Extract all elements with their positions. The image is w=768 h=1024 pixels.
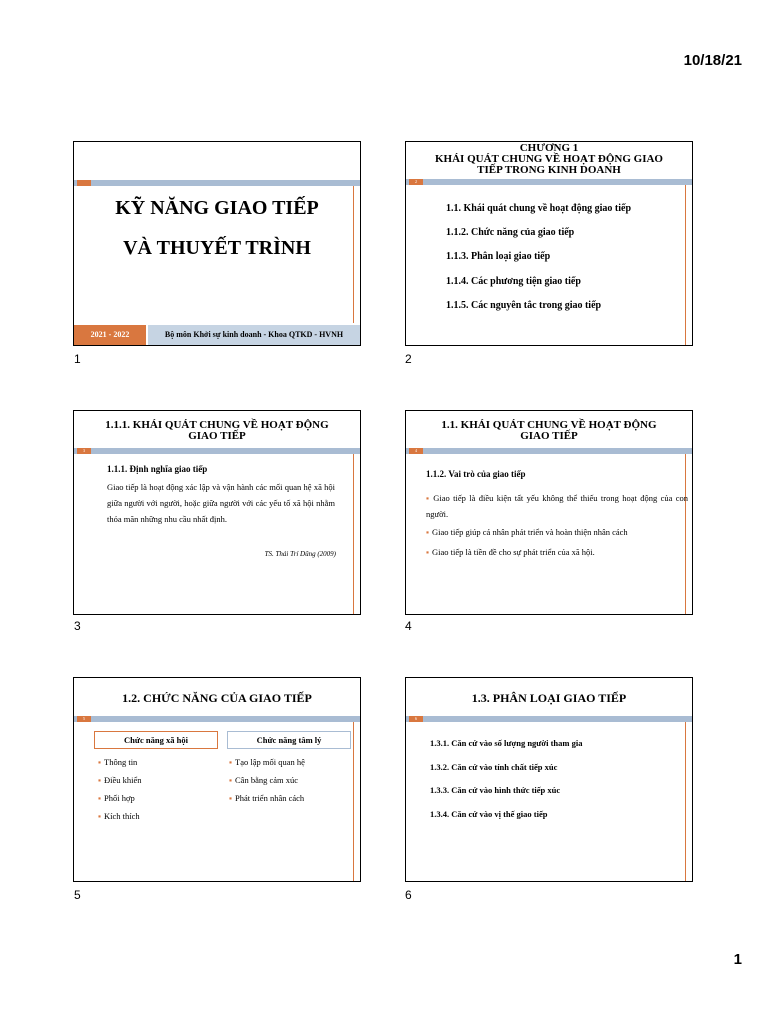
slide-title: 1.3. PHÂN LOẠI GIAO TIẾP [471,691,627,705]
classification-item: 1.3.2. Căn cứ vào tính chất tiếp xúc [430,762,558,772]
slide-number-1: 1 [74,352,81,366]
toc-item: 1.1.5. Các nguyên tắc trong giao tiếp [446,300,602,311]
slide-title-line1: 1.1. KHÁI QUÁT CHUNG VỀ HOẠT ĐỘNG [441,419,657,431]
slide-year-label: 2021 - 2022 [74,325,146,345]
slide-6 [405,677,693,882]
classification-item: 1.3.3. Căn cứ vào hình thức tiếp xúc [430,785,561,795]
slide-title-line1: 1.1.1. KHÁI QUÁT CHUNG VỀ HOẠT ĐỘNG [105,419,329,431]
toc-item: 1.1.2. Chức năng của giao tiếp [446,227,575,238]
slide-1 [73,141,361,346]
classification-item: 1.3.1. Căn cứ vào số lượng người tham gia [430,738,583,748]
slide-badge: 5 [77,716,91,722]
slide-accent-bar [406,179,692,185]
slide-vertical-rule [353,454,354,614]
toc-item: 1.1.4. Các phương tiện giao tiếp [446,276,581,287]
slide-title-line2: GIAO TIẾP [520,430,578,442]
bullet-dot-icon: ▪ [98,757,102,767]
slide-number-3: 3 [74,619,81,633]
slide-accent-bar [406,716,692,722]
slide-title-line2: KHÁI QUÁT CHUNG VỀ HOẠT ĐỘNG GIAO [435,153,663,165]
bullet-dot-icon: ▪ [426,547,430,557]
bullet-item: ▪ Thông tin [98,757,138,767]
slide-badge: 6 [409,716,423,722]
slide-title: 1.2. CHỨC NĂNG CỦA GIAO TIẾP [122,691,312,705]
bullet-item: ▪ Phát triển nhân cách [229,793,305,803]
bullet-item: ▪ Giao tiếp giúp cá nhân phát triển và hoàn thiện nhân cách [426,527,628,537]
slide-paragraph: Giao tiếp là hoạt động xác lập và vận hành các mối quan hệ xã hội giữa người với người, hoặc giữa người với các yếu tố xã hội nhằm thỏa mãn những nhu cầu nhất định. [107,482,335,524]
slide-accent-bar [74,448,360,454]
slide-subtitle: 1.1.1. Định nghĩa giao tiếp [107,464,208,474]
bullet-item: ▪ Điều khiển [98,775,142,785]
slide-badge: 3 [77,448,91,454]
handout-page-number: 1 [733,951,742,968]
handout-date: 10/18/21 [683,52,742,69]
bullet-dot-icon: ▪ [229,775,233,785]
classification-item: 1.3.4. Căn cứ vào vị thế giao tiếp [430,809,548,819]
slide-title-line2: VÀ THUYẾT TRÌNH [123,237,311,259]
slide-title-line1: KỸ NĂNG GIAO TIẾP [115,197,319,219]
bullet-dot-icon: ▪ [229,793,233,803]
slide-number-5: 5 [74,888,81,902]
slide-title-line1: CHƯƠNG 1 [519,142,579,154]
slide-title-line2: GIAO TIẾP [188,430,246,442]
slide-number-2: 2 [405,352,412,366]
bullet-dot-icon: ▪ [229,757,233,767]
slide-number-6: 6 [405,888,412,902]
toc-item: 1.1.3. Phân loại giao tiếp [446,251,551,262]
slide-accent-bar [74,716,360,722]
bullet-item: ▪ Kích thích [98,811,140,821]
social-function-header: Chức năng xã hội [94,731,218,749]
bullet-item: ▪ Giao tiếp là điều kiện tất yếu không thể thiếu trong hoạt động của con người. [426,493,688,519]
bullet-item: ▪ Cân bằng cảm xúc [229,775,299,785]
slide-number-4: 4 [405,619,412,633]
slide-4 [405,410,693,615]
slide-badge: 2 [409,179,423,185]
psychological-function-header: Chức năng tâm lý [227,731,351,749]
slide-title-line3: TIẾP TRONG KINH DOANH [477,164,621,176]
slide-accent-bar [74,180,360,186]
slide-department-label: Bộ môn Khởi sự kinh doanh - Khoa QTKD - HVNH [148,325,360,345]
bullet-dot-icon: ▪ [98,775,102,785]
bullet-dot-icon: ▪ [426,493,431,503]
bullet-item: ▪ Phối hợp [98,793,135,803]
slide-citation: TS. Thái Trí Dũng (2009) [264,550,336,558]
slide-badge: 4 [409,448,423,454]
slide-2 [405,141,693,346]
bullet-dot-icon: ▪ [98,793,102,803]
slide-5 [73,677,361,882]
slide-accent-square [77,180,91,186]
toc-item: 1.1. Khái quát chung về hoạt động giao tiếp [446,203,632,214]
bullet-item: ▪ Giao tiếp là tiền đề cho sự phát triển của xã hội. [426,547,595,557]
slide-vertical-rule [353,722,354,881]
slide-vertical-rule [685,185,686,345]
bullet-dot-icon: ▪ [426,527,430,537]
slide-vertical-rule [685,722,686,881]
bullet-item: ▪ Tạo lập mối quan hệ [229,757,305,767]
bullet-dot-icon: ▪ [98,811,102,821]
slide-3 [73,410,361,615]
slide-subtitle: 1.1.2. Vai trò của giao tiếp [426,469,526,479]
slide-accent-bar [406,448,692,454]
